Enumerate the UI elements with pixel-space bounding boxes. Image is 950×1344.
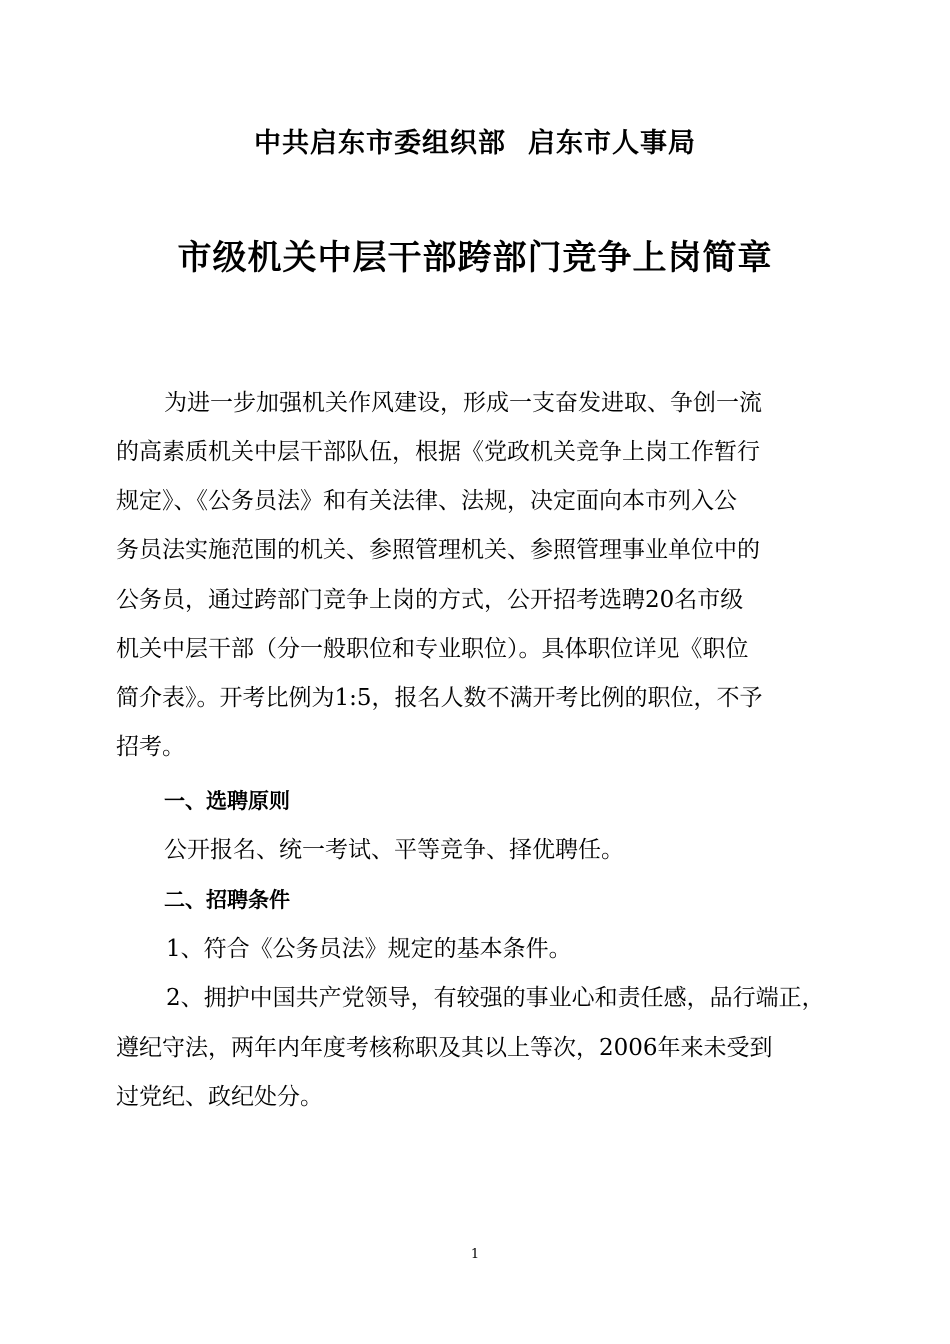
section-heading-selection-principles: 一、选聘原则 bbox=[164, 789, 290, 813]
condition-item-2-line: 过党纪、政纪处分。 bbox=[116, 1084, 323, 1110]
document-title: 市级机关中层干部跨部门竞争上岗简章 bbox=[177, 238, 773, 278]
issuer-personnel-bureau: 启东市人事局 bbox=[528, 128, 696, 159]
intro-line: 规定》、《公务员法》和有关法律、法规，决定面向本市列入公 bbox=[116, 488, 737, 514]
page-number: 1 bbox=[470, 1247, 480, 1262]
intro-line: 公务员，通过跨部门竞争上岗的方式，公开招考选聘20名市级 bbox=[116, 587, 744, 613]
condition-item-2-line: 2、拥护中国共产党领导，有较强的事业心和责任感，品行端正， bbox=[166, 985, 825, 1011]
issuer-party-department: 中共启东市委组织部 bbox=[254, 128, 506, 159]
intro-line: 务员法实施范围的机关、参照管理机关、参照管理事业单位中的 bbox=[116, 537, 760, 563]
condition-item-1: 1、符合《公务员法》规定的基本条件。 bbox=[166, 936, 572, 962]
intro-line: 的高素质机关中层干部队伍，根据《党政机关竞争上岗工作暂行 bbox=[116, 439, 760, 465]
intro-line: 为进一步加强机关作风建设，形成一支奋发进取、争创一流 bbox=[164, 390, 762, 416]
condition-item-2-line: 遵纪守法，两年内年度考核称职及其以上等次，2006年来未受到 bbox=[116, 1035, 773, 1061]
intro-line: 机关中层干部（分一般职位和专业职位）。具体职位详见《职位 bbox=[116, 636, 749, 662]
intro-line: 招考。 bbox=[116, 734, 185, 760]
section-heading-recruitment-conditions: 二、招聘条件 bbox=[164, 888, 290, 912]
selection-principles-text: 公开报名、统一考试、平等竞争、择优聘任。 bbox=[164, 837, 624, 863]
issuing-organizations bbox=[0, 124, 950, 164]
intro-line: 简介表》。开考比例为1:5，报名人数不满开考比例的职位，不予 bbox=[116, 685, 763, 711]
